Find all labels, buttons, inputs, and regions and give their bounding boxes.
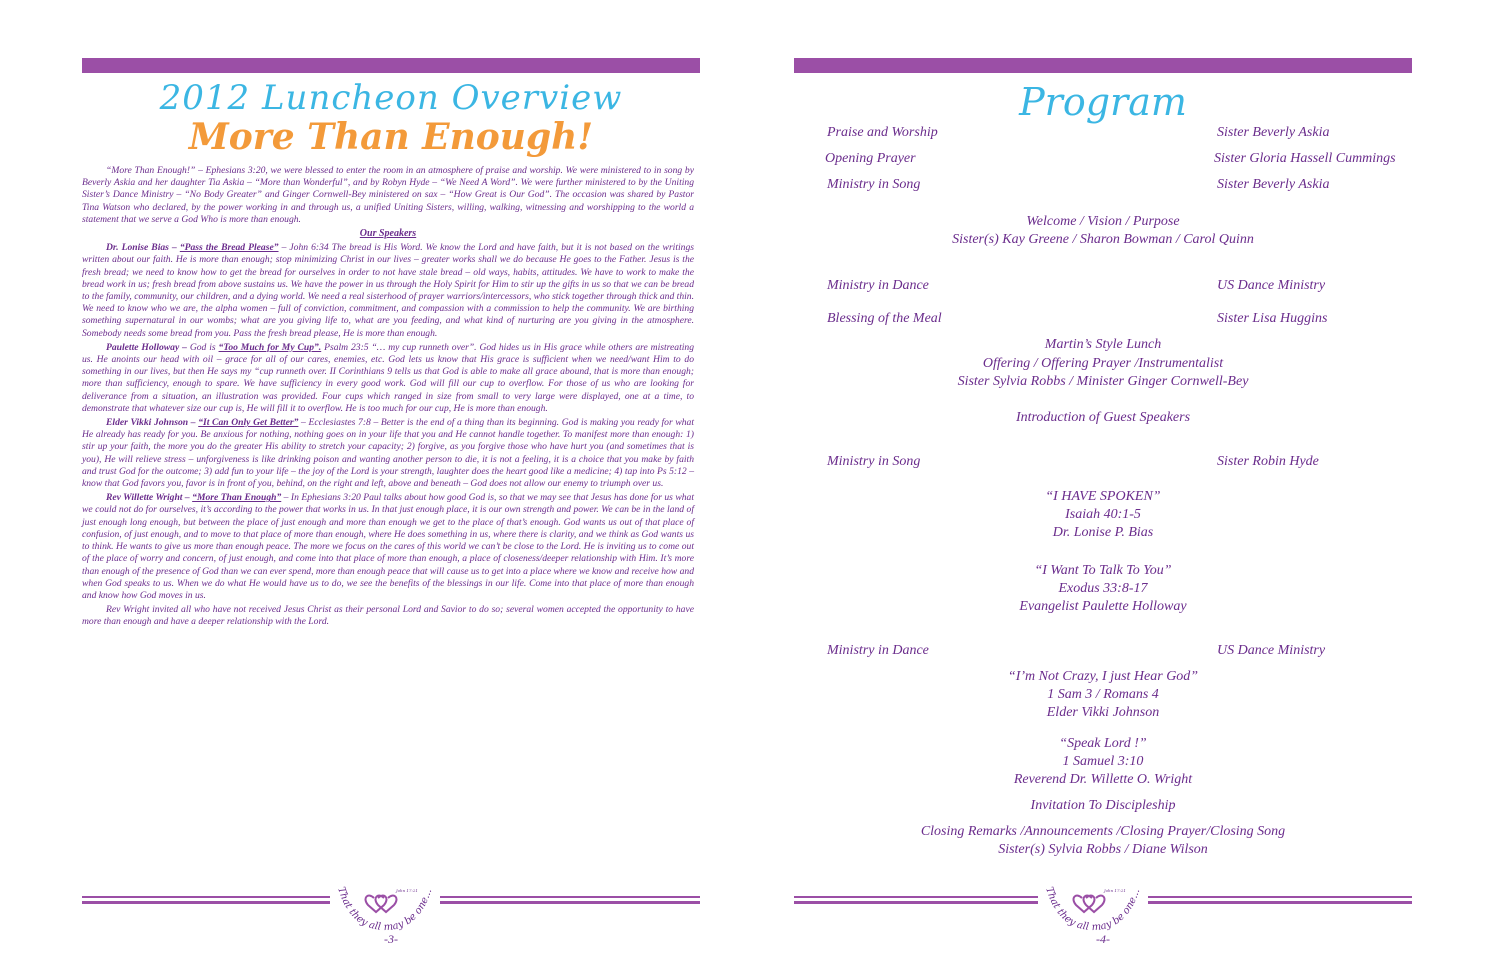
program-item-person: Sister Lisa Huggins [1217, 311, 1328, 326]
speaker-summary: – John 6:34 The bread is His Word. We know the Lord and have faith, but it is not based on the writings written about our faith. He is more than enough; stop minimizing Christ in our lives – greater works shall we do because He goes to the Father. Jesus is the fresh bread; we need to know how to get the bread for ourselves in order to not have stale bread – old ways, habits, attitudes. We have to work to make the bread work in us; fresh bread from above sustains us. We have the power in us through the Holy Spirit for Him to stir up the gifts in us so that we can be bread to the family, community, our children, and a dying world. We need a real sisterhood of prayer warriors/intercessors, who stick together through thick and thin. We need to know who we are, the alpha women – full of conviction, commitment, and compassion with a commission to help the community. We are birthing something supernatural in our wombs; what are you giving life to, what are you feeding, and what kind of nurturing are you giving in the atmosphere. Somebody needs some bread from you. Pass the fresh bread please, He is more than enough. [82, 242, 695, 339]
speaker-name: Paulette Holloway – [106, 341, 190, 353]
speaker-summary: – Ecclesiastes 7:8 – Better is the end of a thing than its beginning. God is making you ready for what He already has ready for you. Be anxious for nothing, nothing goes on in your life that you and He cannot handle together. To manifest more than enough: 1) stir up your faith, the more you do the greater His ability to stretch your capacity; 2) forgive, as you forgive those who have hurt you (and sometimes that is you), He will relieve stress – unforgiveness is like drinking poison and wanting another person to die, it is not a feeling, it is a choice that you make by faith and trust God for the outcome; 3) add fun to your life – the joy of the Lord is your strength, laughter does the heart good like a medicine; 4) tap into Ps 5:12 – know that God favors you, favor is in front of you, behind, on the right and left, above and beneath – God does not allow our enemy to triumph over us. [82, 417, 695, 490]
offering-line: Offering / Offering Prayer /Instrumentalist [982, 356, 1224, 371]
program-item-label: Praise and Worship [827, 125, 938, 140]
hearts-emblem-logo [330, 868, 440, 938]
hearts-icon [366, 896, 397, 912]
program-item-label: Ministry in Song [827, 454, 921, 469]
program-item-label: Ministry in Song [827, 177, 921, 192]
lunch-line: Martin’s Style Lunch [1044, 337, 1162, 352]
intro-paragraph: “More Than Enough!” – Ephesians 3:20, we were blessed to enter the room in an atmosphere of praise and worship. We were ministered to in song by Beverly Askia and her daughter Tia Askia – “More than Wonderful”, and by Robyn Hyde – “We Need A Word”. We were further ministered to by the Uniting Sister’s Dance Ministry – “No Body Greater” and Ginger Cornwell-Bey ministered on sax – “How Great is Our God”. The occasion was shared by Pastor Tina Watson who declared, by the power working in and through us, a unified Uniting Sisters, willing, walking, witnessing and worshipping to the world a statement that we serve a God Who is more than enough. [82, 165, 694, 225]
message-title: “I’m Not Crazy, I just Hear God” [1007, 669, 1199, 684]
program-item-person: Sister Beverly Askia [1217, 177, 1330, 192]
message-scripture: 1 Sam 3 / Romans 4 [1047, 687, 1159, 702]
speaker-paragraph [82, 342, 694, 415]
welcome-line: Welcome / Vision / Purpose [1026, 214, 1180, 229]
svg-text:That they all may be one... [335, 886, 434, 934]
speaker-name: Rev Willette Wright – [106, 492, 193, 504]
hearts-icon [1074, 896, 1105, 912]
program-title: Program [1019, 80, 1187, 124]
speakers-heading: Our Speakers [359, 228, 417, 240]
emblem-motto: That they all may be one... [335, 885, 435, 934]
program-item-person: Sister Robin Hyde [1217, 454, 1319, 469]
emblem-verse: John 17:21 [1104, 888, 1126, 893]
program-item-label: Ministry in Dance [827, 643, 929, 658]
program-item-label: Blessing of the Meal [827, 311, 942, 326]
top-purple-bar [794, 58, 1412, 73]
message-scripture: Isaiah 40:1-5 [1065, 507, 1141, 522]
speaker-name: Dr. Lonise Bias – [106, 242, 180, 254]
page-number: -3- [384, 932, 398, 946]
message-title: “Speak Lord !” [1059, 736, 1147, 751]
message-speaker: Reverend Dr. Willette O. Wright [1013, 772, 1193, 787]
speaker-name: Elder Vikki Johnson – [106, 417, 199, 429]
program-item-label: Ministry in Dance [827, 278, 929, 293]
message-speaker: Dr. Lonise P. Bias [1052, 525, 1154, 540]
emblem-verse: John 17:21 [396, 888, 418, 893]
closing-paragraph: Rev Wright invited all who have not received Jesus Christ as their personal Lord and Savior to do so; several women accepted the opportunity to have more than enough and have a deeper relationship with the Lord. [82, 604, 694, 628]
hearts-emblem-logo [1038, 868, 1148, 938]
message-title: “I Want To Talk To You” [1034, 563, 1172, 578]
intro-speakers-line: Introduction of Guest Speakers [1015, 410, 1191, 425]
speaker-paragraph [82, 492, 694, 602]
speaker-message-title: “Too Much for My Cup”. [218, 341, 322, 353]
speaker-message-title: “Pass the Bread Please” [179, 242, 279, 254]
message-scripture: Exodus 33:8-17 [1058, 581, 1148, 596]
overview-body [82, 165, 694, 631]
speaker-paragraph [82, 417, 694, 490]
program-item-label: Opening Prayer [825, 151, 916, 166]
message-title: “I HAVE SPOKEN” [1045, 489, 1161, 504]
svg-text:That they all may be one... [1043, 886, 1142, 934]
program-item-person: US Dance Ministry [1217, 278, 1326, 293]
message-speaker: Evangelist Paulette Holloway [1019, 599, 1187, 614]
closing-line: Closing Remarks /Announcements /Closing Prayer/Closing Song [920, 824, 1286, 839]
page-number: -4- [1096, 932, 1110, 946]
speaker-pre: God is [189, 341, 219, 353]
closing-names: Sister(s) Sylvia Robbs / Diane Wilson [998, 842, 1208, 857]
offering-names: Sister Sylvia Robbs / Minister Ginger Cornwell-Bey [957, 374, 1249, 389]
overview-title: 2012 Luncheon Overview [159, 78, 623, 118]
program-item-person: Sister Beverly Askia [1217, 125, 1330, 140]
program-item-person: Sister Gloria Hassell Cummings [1214, 151, 1396, 166]
speaker-message-title: “More Than Enough” [192, 492, 282, 504]
page-4 [794, 0, 1412, 978]
emblem-motto: That they all may be one... [1043, 885, 1143, 934]
welcome-names: Sister(s) Kay Greene / Sharon Bowman / Carol Quinn [952, 232, 1254, 247]
invitation-line: Invitation To Discipleship [1030, 798, 1176, 813]
top-purple-bar [82, 58, 700, 73]
speaker-summary: – In Ephesians 3:20 Paul talks about how good God is, so that we may see that Jesus has done for us what we could not do for ourselves, it’s according to the power that works in us. In that just enough place, it is our own strength and power. We can be in the land of just enough long enough, but between the place of just enough and more than enough we get to the place of that’s enough. God wants us out of that place of confusion, of just enough, and to move to that place of more than enough, where He does something in us, where there is clarity, and we think as God wants us to think. He wants to give us more than enough peace. The more we focus on the cares of this world we can’t be close to the Lord. He is inviting us to come out of the place of worry and concern, of just enough, and come into that place of more than enough, a place of closeness/deeper relationship with Him. It’s more than enough of the presence of God than we can ever spend, more than enough peace that will cause us to get into a place where we know and receive how and when God speaks to us. When we do what He would have us to do, we see the benefits of the blessings in our life. Come into that place of more than enough and know how God moves in us. [82, 492, 694, 601]
program-item-person: US Dance Ministry [1217, 643, 1326, 658]
speaker-paragraph [82, 242, 694, 340]
page-3 [82, 0, 700, 978]
speaker-summary: Psalm 23:5 “… my cup runneth over”. God hides us in His grace while others are mistreating us. He anoints our head with oil – grace for all of our cares, enemies, etc. God lets us know that His grace is sufficient when we need/want Him to do something in our lives, but then He says my “cup runneth over. II Corinthians 9 tells us that God is able to make all grace abound, that is more than enough; more than sufficiency, enough to spare. We have sufficiency in every good work. God will fill our cup to overflow. For those of us who are looking for deliverance from a situation, an illustration was provided. Four cups which ranged in size from small to very large were displayed, one at a time, to demonstrate that whatever size our cup is, He will fill it to overflow. He is too much for our cup, He is more than enough. [82, 341, 694, 414]
speaker-message-title: “It Can Only Get Better” [198, 417, 299, 429]
message-scripture: 1 Samuel 3:10 [1062, 754, 1144, 769]
overview-subtitle: More Than Enough! [188, 116, 594, 158]
message-speaker: Elder Vikki Johnson [1046, 705, 1160, 720]
